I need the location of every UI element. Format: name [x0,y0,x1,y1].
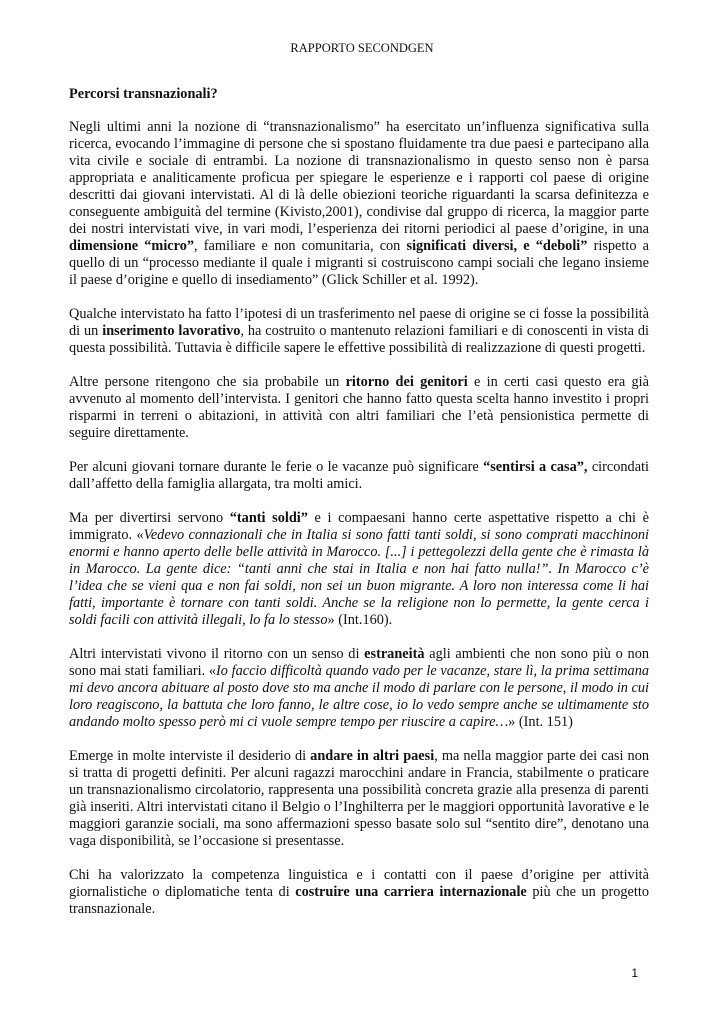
bold-phrase: dimensione “micro” [69,238,195,254]
text-run: e in certi casi questo era già avvenuto al momento dell’intervista. I genitori che hanno fatto questa scelta hanno investito i propri risparmi in terreni o abitazioni, in attività con altri familiari che l’età pensionistica permette di seguire direttamente. [69,374,649,441]
text-run: , ma nella maggior parte dei casi non si tratta di progetti definiti. Per alcuni ragazzi marocchini andare in Francia, stabilmente o praticare un transnazionalismo circolatorio, rappresenta una possibilità concreta grazie alla presenza di parenti già inseriti. Altri intervistati citano il Belgio o l’Inghilterra per le maggiori opportunità lavorative e le maggiori garanzie sociali, ma sono affermazioni spesso basate solo sul “sentito dire”, denotano una vaga disponibilità, se l’occasione si presentasse. [69,748,649,849]
bold-phrase: inserimento lavorativo [102,323,241,339]
page-number: 1 [631,966,638,980]
bold-phrase: significati diversi, e “deboli” [406,238,588,254]
text-run: » (Int.160). [327,612,393,628]
paragraph-tanti-soldi [69,510,649,629]
bold-phrase: estraneità [364,646,425,662]
text-run: Chi ha valorizzato la competenza linguistica e i contatti con il paese d’origine per attività giornalistiche o diplomatiche tenta di [69,867,649,900]
text-run: circondati dall’affetto della famiglia allargata, tra molti amici. [69,459,649,492]
paragraph-sentirsi-a-casa [69,459,649,493]
text-run: più che un progetto transnazionale. [69,884,649,917]
text-run: » (Int. 151) [508,714,573,730]
bold-phrase: andare in altri paesi [310,748,435,764]
paragraph-transnazionalismo [69,119,649,289]
paragraph-ritorno-genitori [69,374,649,442]
text-run: e i compaesani hanno certe aspettative rispetto a chi è immigrato. « [69,510,649,543]
text-run: Altre persone ritengono che sia probabile un [69,374,346,390]
text-run: Emerge in molte interviste il desiderio di [69,748,311,764]
text-run: Qualche intervistato ha fatto l’ipotesi di un trasferimento nel paese di origine se ci fosse la possibilità di un [69,306,649,339]
text-run: , ha costruito o mantenuto relazioni familiari e di conoscenti in vista di questa possibilità. Tuttavia è difficile sapere le effettive possibilità di realizzazione di questi progetti. [69,323,649,356]
document-body [69,86,649,935]
italic-quote: Io faccio difficoltà quando vado per le vacanze, stare lì, la prima settimana mi devo ancora abituare al posto dove sto ma anche il modo di parlare con le persone, il modo in cui loro reagiscono, la battuta che loro fanno, le altre cose, io lo vedo sempre anche se ultimamente sto andando molto spesso però mi ci vuole sempre tempo per riuscire a capire… [69,663,649,730]
running-header: RAPPORTO SECONDGEN [290,41,434,55]
bold-phrase: “tanti soldi” [229,510,308,526]
text-run: Altri intervistati vivono il ritorno con un senso di [69,646,365,662]
section-title: Percorsi transnazionali? [69,86,218,102]
bold-phrase: “sentirsi a casa”, [483,459,588,475]
paragraph-altri-paesi [69,748,649,850]
text-run: Negli ultimi anni la nozione di “transnazionalismo” ha esercitato un’influenza significativa sulla ricerca, evocando l’immagine di persone che si spostano fluidamente tra due paesi e partecipano alla vita civile e sociale di entrambi. La nozione di transnazionalismo in questo senso non è parsa appropriata e analiticamente proficua per spiegare le esperienze e i rapporti col paese di origine descritti dai giovani intervistati. Al di là delle obiezioni teoriche riguardanti la scarsa definitezza e conseguente ambiguità del termine (Kivisto,2001), condivise dal gruppo di ricerca, la maggior parte dei nostri intervistati vive, in vari modi, l’esperienza dei ritorni periodici al paese d’origine, in una [69,119,649,237]
text-run: , familiare e non comunitaria, con [194,238,407,254]
text-run: Ma per divertirsi servono [69,510,230,526]
paragraph-inserimento-lavorativo [69,306,649,357]
italic-quote: Vedevo connazionali che in Italia si sono fatti tanti soldi, si sono comprati macchinoni enormi e hanno aperto delle belle attività in Marocco. [...] i pettegolezzi della gente che è rimasta là in Marocco. La gente dice: “tanti anni che stai in Italia e non hai fatto nulla!”. In Marocco c’è l’idea che se vieni qua e non fai soldi, non sei un buon migrante. A loro non interessa come li hai fatti, importante è tornare con tanti soldi. Anche se la religione non lo permette, la gente cerca i soldi facili con attività illegali, lo fa lo stesso [69,527,649,628]
bold-phrase: costruire una carriera internazionale [295,884,527,900]
bold-phrase: ritorno dei genitori [345,374,468,390]
text-run: Per alcuni giovani tornare durante le ferie o le vacanze può significare [69,459,484,475]
paragraph-carriera-internazionale [69,867,649,918]
paragraph-estraneita [69,646,649,731]
text-run: agli ambienti che non sono più o non sono mai stati familiari. « [69,646,649,679]
text-run: rispetto a quello di un “processo mediante il quale i migranti si costruiscono campi sociali che legano insieme il paese d’origine e quello di insediamento” (Glick Schiller et al. 1992). [69,238,649,288]
